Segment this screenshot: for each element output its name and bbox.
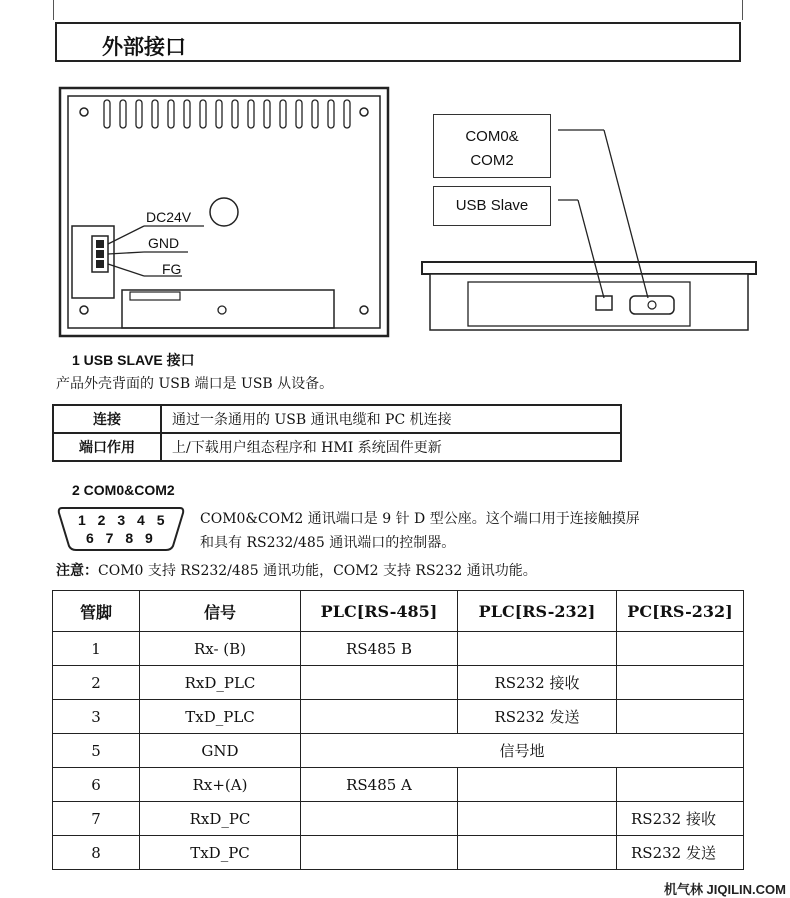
plc232-cell (458, 802, 617, 836)
com-note (56, 560, 537, 580)
watermark: 机气林 JIQILIN.COM (663, 882, 786, 897)
signal-cell: Rx+(A) (140, 768, 301, 802)
plc232-cell: RS232 发送 (458, 700, 617, 734)
pc232-cell (617, 700, 744, 734)
db9-pins-top: 1 2 3 4 5 (78, 512, 169, 528)
table-row (53, 768, 744, 802)
db9-pins-bottom: 6 7 8 9 (86, 530, 157, 546)
pc232-cell: RS232 接收 (617, 802, 744, 836)
usb-row-value: 通过一条通用的 USB 通讯电缆和 PC 机连接 (161, 405, 621, 433)
page-border-left (53, 0, 54, 20)
table-row (53, 836, 744, 870)
pc232-cell (617, 768, 744, 802)
plc485-cell (301, 666, 458, 700)
dc24v-label: DC24V (146, 209, 192, 225)
pc232-cell (617, 632, 744, 666)
com-callout-line2: COM2 (470, 152, 514, 169)
plc232-cell (458, 768, 617, 802)
com-callout-line1: COM0& (465, 128, 519, 145)
usb-table (52, 404, 622, 462)
usb-description: 产品外壳背面的 USB 端口是 USB 从设备。 (56, 376, 334, 392)
com-section-heading: 2 COM0&COM2 (72, 482, 175, 498)
signal-cell: RxD_PC (140, 802, 301, 836)
usb-callout: USB Slave (433, 186, 551, 226)
table-header-row (53, 591, 744, 632)
col-header: PLC[RS-485] (301, 591, 458, 632)
page-border-right (742, 0, 743, 20)
table-row (53, 734, 744, 768)
signal-cell: TxD_PC (140, 836, 301, 870)
usb-row-value: 上/下载用户组态程序和 HMI 系统固件更新 (161, 433, 621, 461)
pin-cell: 1 (53, 632, 140, 666)
gnd-label: GND (148, 235, 180, 251)
table-row (53, 405, 621, 433)
page-title: 外部接口 (102, 35, 186, 59)
plc485-cell (301, 700, 458, 734)
plc232-cell (458, 836, 617, 870)
hmi-back-view (60, 88, 388, 336)
pin-cell: 3 (53, 700, 140, 734)
signal-cell: GND (140, 734, 301, 768)
fg-label: FG (162, 261, 182, 277)
table-row (53, 802, 744, 836)
com-description-line1: COM0&COM2 通讯端口是 9 针 D 型公座。这个端口用于连接触摸屏 (200, 511, 640, 527)
note-label: 注意： (56, 563, 98, 579)
pc232-cell: RS232 发送 (617, 836, 744, 870)
col-header: PLC[RS-232] (458, 591, 617, 632)
pin-cell: 2 (53, 666, 140, 700)
col-header: 管脚 (53, 591, 140, 632)
usb-section-heading: 1 USB SLAVE 接口 (72, 352, 195, 368)
pin-cell: 7 (53, 802, 140, 836)
pin-table (52, 590, 744, 870)
plc232-cell: RS232 接收 (458, 666, 617, 700)
hmi-side-view (422, 262, 756, 330)
hardware-diagram (58, 86, 758, 346)
pc232-cell (617, 666, 744, 700)
table-row (53, 433, 621, 461)
note-text: COM0 支持 RS232/485 通讯功能，COM2 支持 RS232 通讯功能。 (98, 563, 537, 579)
usb-row-key: 端口作用 (53, 433, 161, 461)
db9-connector-icon (56, 504, 186, 552)
usb-row-key: 连接 (53, 405, 161, 433)
signal-cell: RxD_PLC (140, 666, 301, 700)
plc485-cell (301, 802, 458, 836)
plc485-cell: RS485 A (301, 768, 458, 802)
plc485-cell: RS485 B (301, 632, 458, 666)
signal-cell: TxD_PLC (140, 700, 301, 734)
table-row (53, 666, 744, 700)
table-row (53, 700, 744, 734)
col-header: PC[RS-232] (617, 591, 744, 632)
col-header: 信号 (140, 591, 301, 632)
signal-ground-cell: 信号地 (301, 734, 744, 768)
com-callout (433, 114, 551, 178)
plc485-cell (301, 836, 458, 870)
table-row (53, 632, 744, 666)
plc232-cell (458, 632, 617, 666)
pin-cell: 6 (53, 768, 140, 802)
pin-cell: 5 (53, 734, 140, 768)
pin-cell: 8 (53, 836, 140, 870)
com-description-line2: 和具有 RS232/485 通讯端口的控制器。 (200, 535, 456, 551)
signal-cell: Rx- (B) (140, 632, 301, 666)
